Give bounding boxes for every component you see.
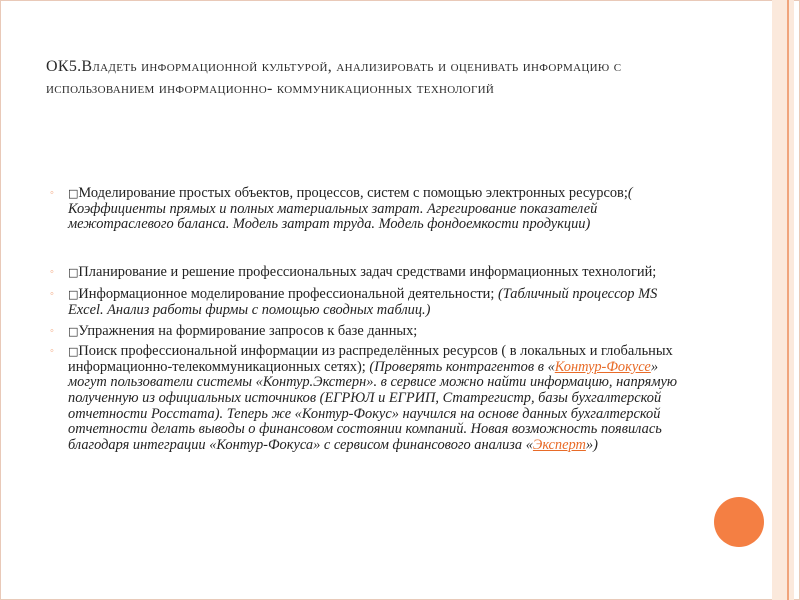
list-item [50, 287, 690, 318]
side-decor-band [772, 0, 794, 600]
item-text: Упражнения на формирование запросов к базе данных; [78, 322, 418, 339]
bullet-icon: ◦ [50, 324, 54, 337]
square-glyph-icon: □ [68, 345, 79, 359]
slide-content [50, 186, 690, 453]
square-glyph-icon: □ [68, 187, 79, 200]
item-text: Моделирование простых объектов, процессов, систем с помощью электронных ресурсов; [78, 185, 628, 201]
item-text: Информационное моделирование профессиональной деятельности; [78, 286, 495, 303]
item-text: Поиск профессиональной информации из распределённых ресурсов ( в локальных и глобальных информационно-телекоммуникационных сетях); [68, 343, 673, 375]
item-italic-text: » могут пользователи системы «Контур.Экстерн». в сервисе можно найти информацию, напрямую полученную из официальных источников (ЕГРЮЛ и ЕГРИП, Статрегистр, базы бухгалтерской отчетности Росстата). Теперь же «Контур-Фокус» научился на основе данных бухгалтерской отчетности делать выводы о финансовом состоянии компаний. Новая возможность появилась благодаря интеграции «Контур-Фокуса» с сервисом финансового анализа « [68, 358, 678, 453]
square-glyph-icon: □ [68, 265, 79, 279]
square-glyph-icon: □ [68, 288, 79, 302]
expert-link[interactable]: Эксперт [532, 436, 586, 453]
square-glyph-icon: □ [68, 324, 79, 338]
decor-circle [714, 497, 764, 547]
list-item [50, 344, 690, 453]
item-italic-text: (Табличный процессор MS Excel. Анализ работы фирмы с помощью сводных таблиц.) [68, 286, 658, 318]
item-italic-text: ( Коэффициенты прямых и полных материальных затрат. Агрегирование показателей межотраслевого баланса. Модель затрат труда. Модель фондоемкости продукции) [68, 185, 633, 233]
list-item [50, 324, 690, 340]
slide-title: ОК5.Владеть информационной культурой, анализировать и оценивать информацию с использованием информационно- коммуникационных технологий [46, 58, 622, 97]
item-italic-text: (Проверять контрагентов в « [369, 358, 555, 375]
list-item [50, 186, 690, 233]
side-decor-line [787, 0, 789, 600]
bullet-icon: ◦ [50, 345, 54, 358]
bullet-icon: ◦ [50, 187, 54, 199]
item-text: Планирование и решение профессиональных задач средствами информационных технологий; [78, 263, 657, 280]
bullet-icon: ◦ [50, 265, 54, 278]
kontur-fokus-link[interactable]: Контур-Фокусе [554, 358, 651, 375]
bullet-icon: ◦ [50, 288, 54, 301]
list-item [50, 265, 690, 281]
item-italic-tail: ») [585, 436, 598, 453]
